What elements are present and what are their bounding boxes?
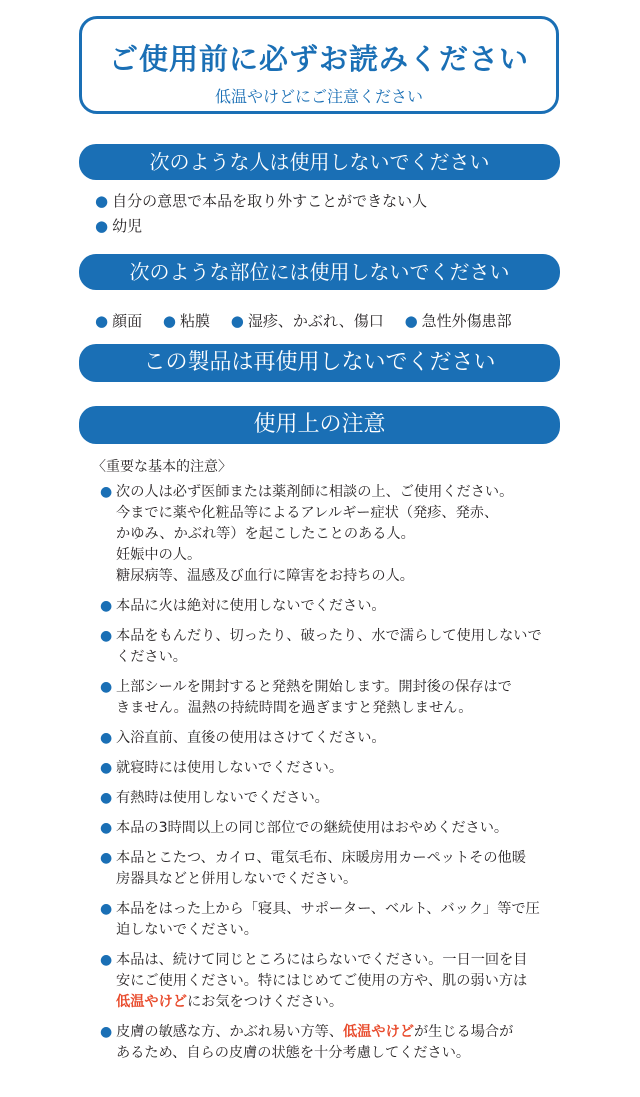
list-item bbox=[95, 189, 427, 214]
highlight-text: 低温やけど bbox=[116, 994, 187, 1010]
section-band-no-use-parts bbox=[79, 254, 560, 290]
list-item bbox=[100, 818, 550, 839]
list-item bbox=[231, 312, 384, 330]
list-item-line: 有熱時は使用しないでください。 bbox=[116, 790, 329, 806]
list-item bbox=[100, 758, 550, 779]
bullet-icon: ● bbox=[100, 850, 113, 866]
list-item-line: 安にご使用ください。特にはじめてご使用の方や、肌の弱い方は bbox=[116, 973, 528, 989]
list-item-line: きません。温熱の持続時間を過ぎますと発熱しません。 bbox=[116, 700, 473, 716]
list-item-line: ください。 bbox=[116, 649, 187, 665]
list-item-line: 本品は、続けて同じところにはらないでください。一日一回を目 bbox=[116, 952, 528, 968]
list-item-line: あるため、自らの皮膚の状態を十分考慮してください。 bbox=[116, 1045, 471, 1061]
bullet-icon: ● bbox=[95, 192, 109, 210]
list-item-text: が生じる場合が bbox=[413, 1024, 514, 1040]
page-title: ご使用前に必ずお読みください bbox=[108, 42, 529, 76]
list-item-text: 自分の意思で本品を取り外すことができない人 bbox=[112, 192, 428, 210]
bullet-icon: ● bbox=[100, 628, 113, 644]
section-band-label: 次のような部位には使用しないでください bbox=[129, 260, 510, 284]
list-item-line: 就寝時には使用しないでください。 bbox=[116, 760, 344, 776]
no-use-people-list bbox=[95, 189, 427, 239]
list-item-line: 次の人は必ず医師または薬剤師に相談の上、ご使用ください。 bbox=[116, 484, 514, 500]
no-use-parts-list bbox=[95, 310, 528, 331]
list-item-text: 幼児 bbox=[112, 217, 143, 235]
bullet-icon: ● bbox=[100, 598, 113, 614]
list-item-text: 皮膚の敏感な方、かぶれ易い方等、 bbox=[116, 1024, 344, 1040]
bullet-icon: ● bbox=[100, 484, 113, 500]
list-item bbox=[163, 312, 210, 330]
bullet-icon: ● bbox=[100, 790, 113, 806]
list-item-line: 本品とこたつ、カイロ、電気毛布、床暖房用カーペットその他暖 bbox=[116, 850, 526, 866]
section-band-no-reuse bbox=[79, 344, 560, 382]
list-item bbox=[100, 848, 550, 890]
list-item bbox=[95, 214, 427, 239]
list-item-text: 急性外傷患部 bbox=[421, 312, 512, 330]
list-item-text: 粘膜 bbox=[179, 312, 210, 330]
list-item-line: 本品をもんだり、切ったり、破ったり、水で濡らして使用しないで bbox=[116, 628, 542, 644]
list-item bbox=[100, 677, 550, 719]
basic-precautions-heading: 〈重要な基本的注意〉 bbox=[92, 459, 232, 475]
list-item-line: 房器具などと併用しないでください。 bbox=[116, 871, 358, 887]
list-item-line: 迫しないでください。 bbox=[116, 922, 258, 938]
section-band-no-use-people bbox=[79, 144, 560, 180]
bullet-icon: ● bbox=[404, 312, 418, 330]
list-item-line: かゆみ、かぶれ等）を起こしたことのある人。 bbox=[116, 526, 415, 542]
list-item bbox=[95, 312, 142, 330]
page-subtitle: 低温やけどにご注意ください bbox=[214, 87, 423, 106]
list-item-line: 妊娠中の人。 bbox=[116, 547, 202, 563]
list-item bbox=[100, 1022, 550, 1064]
list-item-line bbox=[116, 992, 550, 1013]
bullet-icon: ● bbox=[162, 312, 176, 330]
list-item bbox=[100, 482, 550, 587]
list-item bbox=[100, 728, 550, 749]
list-item bbox=[100, 626, 550, 668]
bullet-icon: ● bbox=[230, 312, 244, 330]
list-item bbox=[100, 788, 550, 809]
bullet-icon: ● bbox=[100, 952, 113, 968]
section-band-label: 使用上の注意 bbox=[253, 412, 386, 437]
bullet-icon: ● bbox=[100, 760, 113, 776]
list-item-line: 上部シールを開封すると発熱を開始します。開封後の保存はで bbox=[116, 679, 512, 695]
list-item-line: 今までに薬や化粧品等によるアレルギー症状（発疹、発赤、 bbox=[116, 505, 499, 521]
list-item bbox=[100, 950, 550, 1013]
list-item-text: 顔面 bbox=[112, 312, 143, 330]
list-item-line bbox=[116, 1022, 550, 1043]
list-item-line: 本品をはった上から「寝具、サポーター、ベルト、バック」等で圧 bbox=[116, 901, 540, 917]
list-item bbox=[100, 596, 550, 617]
precautions-list bbox=[100, 482, 550, 1073]
list-item-line: 糖尿病等、温感及び血行に障害をお持ちの人。 bbox=[116, 568, 414, 584]
header-box bbox=[79, 16, 559, 114]
list-item-text: 湿疹、かぶれ、傷口 bbox=[247, 312, 384, 330]
section-band-label: 次のような人は使用しないでください bbox=[149, 150, 490, 174]
list-item-text: にお気をつけください。 bbox=[186, 994, 344, 1010]
list-item-line: 入浴直前、直後の使用はさけてください。 bbox=[116, 730, 386, 746]
bullet-icon: ● bbox=[100, 679, 113, 695]
list-item-line: 本品に火は絶対に使用しないでください。 bbox=[116, 598, 386, 614]
bullet-icon: ● bbox=[95, 217, 109, 235]
highlight-text: 低温やけど bbox=[343, 1024, 414, 1040]
list-item-line: 本品の3時間以上の同じ部位での継続使用はおやめください。 bbox=[116, 820, 509, 836]
list-item bbox=[405, 312, 512, 330]
bullet-icon: ● bbox=[100, 901, 113, 917]
bullet-icon: ● bbox=[95, 312, 109, 330]
list-item bbox=[100, 899, 550, 941]
section-band-precautions bbox=[79, 406, 560, 444]
bullet-icon: ● bbox=[100, 730, 113, 746]
bullet-icon: ● bbox=[100, 820, 113, 836]
section-band-label: この製品は再使用しないでください bbox=[143, 350, 496, 375]
bullet-icon: ● bbox=[100, 1024, 113, 1040]
